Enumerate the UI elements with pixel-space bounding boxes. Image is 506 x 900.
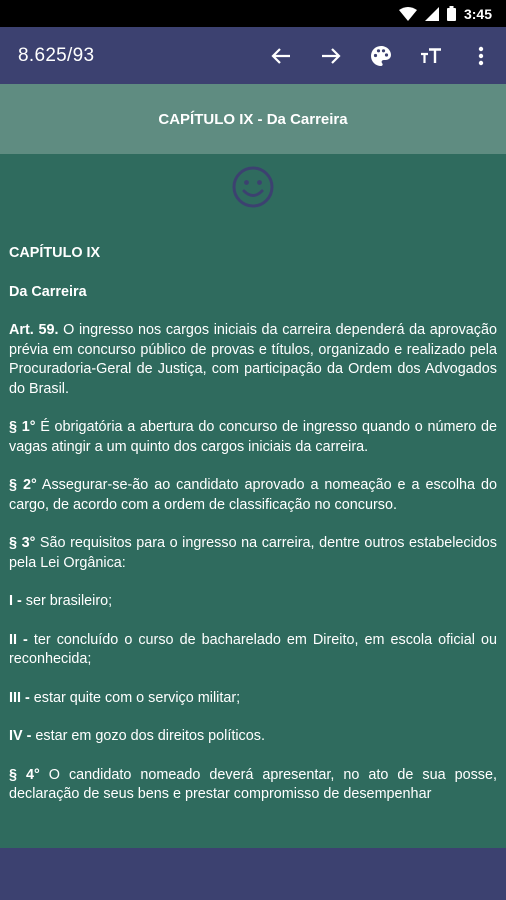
page-title: 8.625/93 bbox=[18, 44, 95, 66]
chapter-subheading: Da Carreira bbox=[9, 283, 87, 300]
text-size-icon bbox=[420, 48, 442, 64]
signal-icon bbox=[425, 7, 439, 21]
more-options-button[interactable] bbox=[456, 31, 506, 81]
article-item: IV - estar em gozo dos direitos políticos. bbox=[9, 728, 265, 744]
bottom-bar bbox=[0, 848, 506, 900]
status-time: 3:45 bbox=[463, 5, 492, 22]
forward-button[interactable] bbox=[306, 31, 356, 81]
article-paragraph: § 1° É obrigatória a abertura do concurso de ingresso quando o número de vagas atingir a um quinto dos cargos iniciais da carreira. bbox=[9, 419, 497, 455]
wifi-icon bbox=[399, 7, 417, 21]
article-paragraph: § 4° O candidato nomeado deverá apresentar, no ato de sua posse, declaração de seus bens e prestar compromisso de desempenhar bbox=[9, 766, 497, 802]
chapter-heading: CAPÍTULO IX bbox=[9, 245, 101, 261]
law-text bbox=[0, 244, 506, 848]
arrow-right-icon bbox=[321, 47, 341, 65]
more-vert-icon bbox=[478, 46, 484, 66]
text-size-button[interactable] bbox=[406, 31, 456, 81]
article-paragraph: § 2° Assegurar-se-ão ao candidato aprovado a nomeação e a escolha do cargo, de acordo com a ordem de classificação no concurso. bbox=[9, 477, 498, 513]
article-item: II - ter concluído o curso de bacharelado em Direito, em escola oficial ou reconhecida; bbox=[9, 631, 497, 667]
theme-button[interactable] bbox=[356, 31, 406, 81]
battery-icon bbox=[447, 6, 456, 21]
article-paragraph: § 3° São requisitos para o ingresso na carreira, dentre outros estabelecidos pela Lei Orgânica: bbox=[9, 535, 498, 571]
article-item: III - estar quite com o serviço militar; bbox=[9, 689, 241, 706]
back-button[interactable] bbox=[256, 31, 306, 81]
palette-icon bbox=[370, 45, 392, 67]
app-bar bbox=[0, 27, 506, 84]
status-bar bbox=[0, 0, 506, 27]
article-paragraph: Art. 59. O ingresso nos cargos iniciais da carreira dependerá da aprovação prévia em concurso público de provas e títulos, organizado e realizado pela Procuradoria-Geral de Justiça, com participação da Ordem dos Advogados do Brasil. bbox=[9, 322, 497, 397]
arrow-left-icon bbox=[271, 47, 291, 65]
chapter-header: CAPÍTULO IX - Da Carreira bbox=[0, 84, 506, 154]
toolbar-actions bbox=[256, 31, 506, 81]
article-item: I - ser brasileiro; bbox=[9, 593, 113, 609]
smiley-icon[interactable] bbox=[230, 164, 276, 210]
